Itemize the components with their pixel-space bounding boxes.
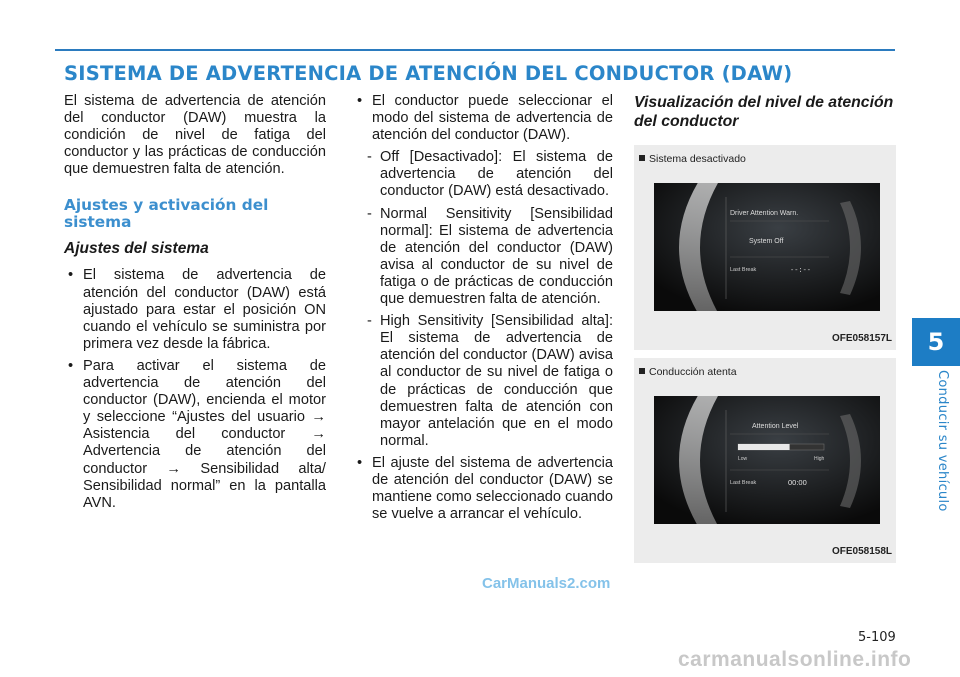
figure-attentive (634, 358, 896, 563)
figure-caption: Sistema desactivado (639, 151, 746, 168)
screen-title: Attention Level (752, 423, 799, 430)
chapter-tab: 5 (912, 318, 960, 366)
cluster-screen (654, 183, 880, 311)
chapter-label: Conducir su vehículo (935, 370, 950, 512)
top-rule (55, 49, 895, 51)
column-3 (634, 93, 896, 571)
bullet-select-mode: • El conductor puede seleccionar el modo del sistema de advertencia de atención del conductor (DAW). (353, 93, 613, 144)
watermark: CarManuals2.com (482, 575, 611, 592)
subheading-display: Visualización del nivel de atención del conductor (634, 94, 894, 130)
sub-normal: - Normal Sensitivity [Sensibilidad normal]: El sistema de advertencia de atención del conductor (DAW) avisa al conductor de su nivel de fatiga o de prácticas de conducción que demuestren falta de atención. (353, 206, 613, 309)
bullet-activate: • Para activar el sistema de advertencia de atención del conductor (DAW), encienda el motor y seleccione “Ajustes del usuario → Asistencia del conductor → Advertencia de atención del conductor → Sensibilidad alta/ Sensibilidad normal” en la pantalla AVN. (64, 358, 326, 512)
column-2 (353, 93, 613, 528)
cluster-screen (654, 396, 880, 524)
bullet-setting-kept: • El ajuste del sistema de advertencia de atención del conductor (DAW) se mantiene como seleccionado cuando se vuelve a arrancar el vehículo. (353, 455, 613, 523)
sub-high: - High Sensitivity [Sensibilidad alta]: El sistema de advertencia de atención del conductor (DAW) avisa al conductor de su nivel de fatiga o de prácticas de conducción que demuestren falta de atención con mayor antelación que en el modo normal. (353, 313, 613, 450)
figure-code: OFE058158L (831, 545, 892, 557)
section-title: SISTEMA DE ADVERTENCIA DE ATENCIÓN DEL CONDUCTOR (DAW) (64, 62, 793, 85)
subheading-system-settings: Ajustes del sistema (64, 240, 209, 258)
screen-status: System Off (749, 238, 784, 245)
figure-caption: Conducción atenta (639, 364, 737, 381)
footer-site: carmanualsonline.info (678, 648, 912, 671)
screen-time: 00:00 (788, 478, 807, 487)
intro-paragraph: El sistema de advertencia de atención del conductor (DAW) muestra la condición de nivel de fatiga del conductor y las prácticas de conducción que demuestren falta de atención. (64, 93, 326, 178)
square-bullet-icon (639, 155, 645, 161)
square-bullet-icon (639, 368, 645, 374)
screen-last-break: Last Break (730, 267, 757, 273)
screen-high: High (814, 456, 825, 462)
bullet-default-on: • El sistema de advertencia de atención del conductor (DAW) está ajustado para estar el posición ON cuando el vehículo se suministra por primera vez desde la fábrica. (64, 267, 326, 352)
column-1 (64, 93, 326, 517)
screen-low: Low (738, 456, 748, 462)
figure-code: OFE058157L (831, 332, 892, 344)
page-number: 5-109 (858, 630, 896, 645)
screen-last-break: Last Break (730, 480, 757, 486)
attention-level-fill (738, 444, 790, 450)
screen-time: --:-- (790, 267, 812, 275)
figure-system-off (634, 145, 896, 350)
subheading-settings: Ajustes y activación del sistema (64, 196, 269, 232)
sub-off: - Off [Desactivado]: El sistema de advertencia de atención del conductor (DAW) está desactivado. (353, 149, 613, 200)
screen-title: Driver Attention Warn. (730, 210, 799, 217)
